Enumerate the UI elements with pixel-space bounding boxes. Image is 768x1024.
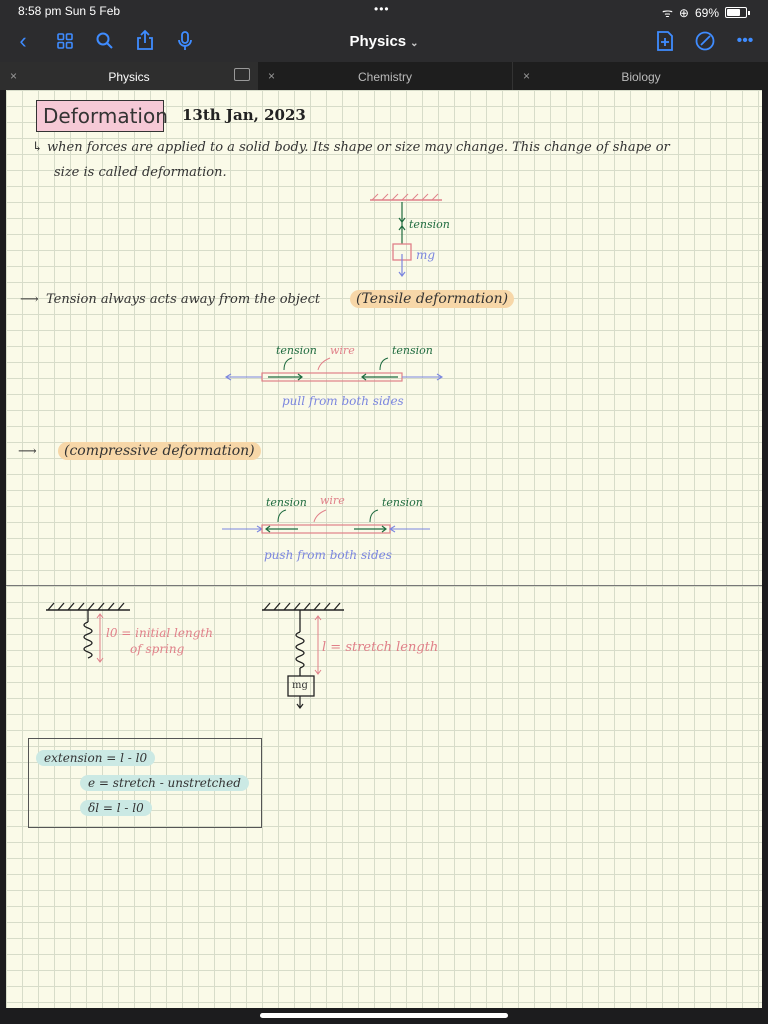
compressive-arrow-icon: ⟶ xyxy=(18,444,37,459)
tension-statement: Tension always acts away from the object xyxy=(46,292,321,307)
section-divider xyxy=(6,585,762,586)
fig1-mg-label: mg xyxy=(416,248,436,262)
tension-arrow-icon: ⟶ xyxy=(20,292,39,307)
status-bar xyxy=(0,0,768,22)
status-right xyxy=(662,4,750,21)
spring2-label: l = stretch length xyxy=(322,640,439,655)
tab-bar xyxy=(0,62,768,90)
orientation-lock-icon: ⊕ xyxy=(678,5,689,20)
status-time: 8:58 pm Sun 5 Feb xyxy=(18,4,121,18)
fig2-tension-left: tension xyxy=(276,344,317,357)
compressive-label: (compressive deformation) xyxy=(58,442,261,460)
formula-extension: extension = l - l0 xyxy=(36,750,155,766)
fig3-wire-label: wire xyxy=(320,494,345,507)
fig3-caption: push from both sides xyxy=(264,548,392,562)
battery-percent: 69% xyxy=(694,5,719,20)
split-view-icon[interactable] xyxy=(234,68,250,81)
stretched-spring-diagram xyxy=(258,602,368,722)
fig2-caption: pull from both sides xyxy=(282,394,404,408)
spring2-mass-label: mg xyxy=(292,680,308,691)
tab-biology[interactable]: × Biology xyxy=(512,62,768,90)
battery-icon xyxy=(725,7,747,18)
hanging-mass-diagram xyxy=(366,194,446,284)
intro-line-1: ↳ when forces are applied to a solid body. Its shape or size may change. This change of shape or xyxy=(32,140,670,155)
formula-delta-l: δl = l - l0 xyxy=(80,800,152,816)
close-icon[interactable]: × xyxy=(268,69,276,83)
wifi-icon: ᯤ xyxy=(661,6,673,20)
heading-box xyxy=(36,100,168,132)
close-icon[interactable]: × xyxy=(523,69,531,83)
compressive-wire-diagram xyxy=(218,504,438,554)
note-page[interactable] xyxy=(6,90,762,1008)
app-toolbar xyxy=(0,22,768,62)
fig3-tension-right: tension xyxy=(382,496,423,509)
fig3-tension-left: tension xyxy=(266,496,307,509)
spring1-label-line1: l0 = initial length xyxy=(106,626,213,640)
home-indicator[interactable] xyxy=(260,1013,508,1018)
spring1-label-line2: of spring xyxy=(130,642,185,656)
fig2-wire-label: wire xyxy=(330,344,355,357)
back-chevron-icon[interactable]: ‹ xyxy=(19,28,27,53)
tab-chemistry[interactable]: × Chemistry xyxy=(268,69,412,84)
more-icon[interactable]: ••• xyxy=(736,32,754,49)
chevron-down-icon: ⌄ xyxy=(410,38,419,49)
formula-stretch: e = stretch - unstretched xyxy=(80,775,249,791)
close-icon[interactable]: × xyxy=(10,69,18,83)
intro-line-2: size is called deformation. xyxy=(54,165,227,180)
note-heading: Deformation xyxy=(43,104,168,128)
fig1-tension-label: tension xyxy=(409,218,450,231)
fig2-tension-right: tension xyxy=(392,344,433,357)
tensile-label: (Tensile deformation) xyxy=(350,290,514,308)
add-page-icon[interactable] xyxy=(654,30,676,52)
note-date: 13th Jan, 2023 xyxy=(182,106,306,124)
tab-physics[interactable]: × Physics xyxy=(0,62,258,90)
document-title[interactable]: Physics ⌄ xyxy=(349,33,419,50)
pencil-circle-icon[interactable] xyxy=(694,30,716,52)
multitask-dots-icon[interactable]: ••• xyxy=(374,2,390,16)
